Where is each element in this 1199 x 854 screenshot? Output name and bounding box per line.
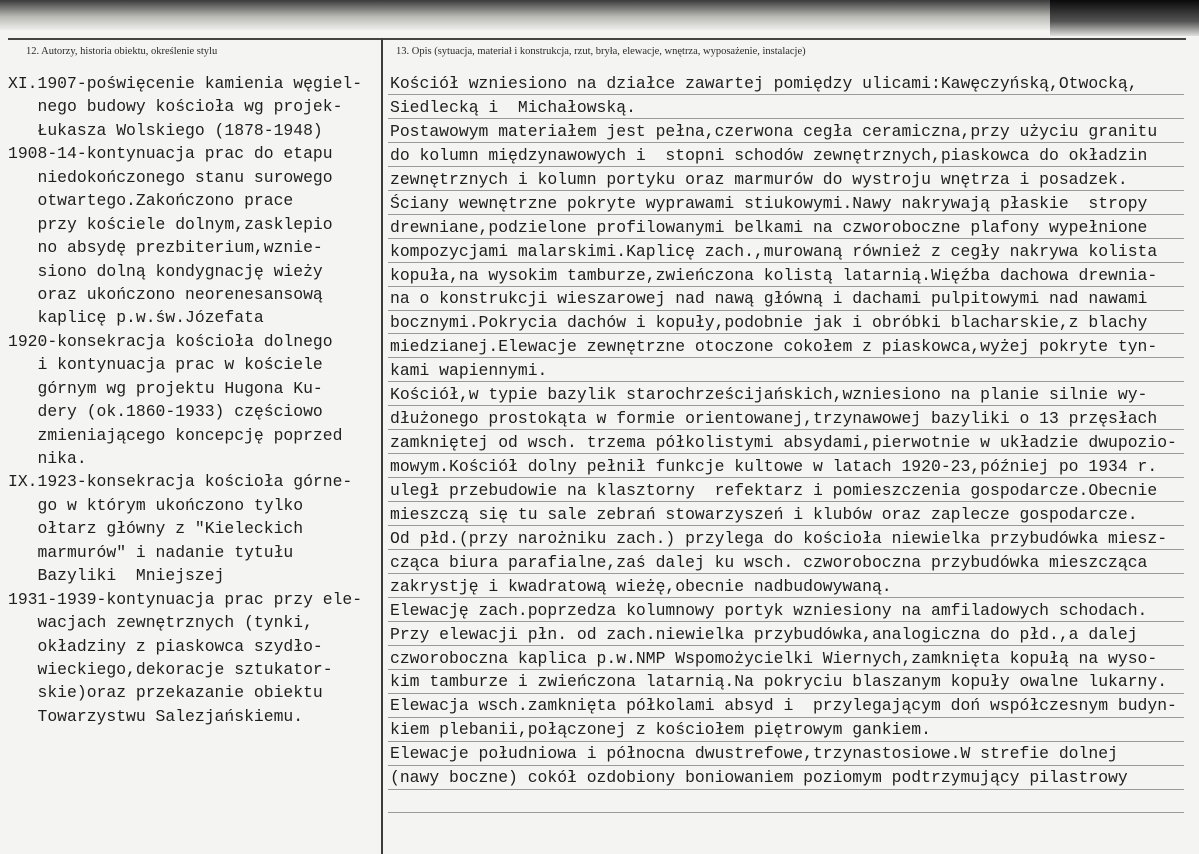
form-ruling-line (388, 573, 1184, 574)
description-line: uległ przebudowie na klasztorny refektarz i pomieszczenia gospodarcze.Obecnie (390, 480, 1158, 500)
history-line: oraz ukończono neorenesansową (8, 284, 323, 304)
description-line: kiem plebanii,połączonej z kościołem piętrowym gankiem. (390, 720, 931, 740)
description-line: Elewacje południowa i północna dwustrefowe,trzynastosiowe.W strefie dolnej (390, 744, 1118, 764)
description-line: zamkniętej od wsch. trzema półkolistymi absydami,pierwotnie w układzie dwupozio- (390, 433, 1177, 453)
form-ruling-line (388, 357, 1184, 358)
history-line: nika. (8, 449, 87, 468)
history-line: wacjach zewnętrznych (tynki, (8, 613, 313, 633)
history-line: górnym wg projektu Hugona Ku- (8, 378, 323, 398)
right-column-header: 13. Opis (sytuacja, materiał i konstrukcja, rzut, bryła, elewacje, wnętrza, wyposażenie, instalacje) (396, 46, 806, 57)
description-line: Postawowym materiałem jest pełna,czerwona cegła ceramiczna,przy użyciu granitu (390, 121, 1158, 141)
form-ruling-line (388, 429, 1184, 430)
history-line: 1931-1939-kontynuacja prac przy ele- (8, 589, 363, 609)
form-ruling-line (388, 549, 1184, 550)
history-line: przy kościele dolnym,zasklepio (8, 214, 333, 234)
history-line: Łukasza Wolskiego (1878-1948) (8, 120, 323, 140)
form-ruling-line (388, 94, 1184, 95)
description-line: zakrystję i kwadratową wieżę,obecnie nadbudowywaną. (390, 576, 892, 596)
history-line: skie)oraz przekazanie obiektu (8, 683, 323, 703)
description-line: zewnętrznych i kolumn portyku oraz marmurów do wystroju wnętrza i posadzek. (390, 169, 1128, 189)
form-ruling-line (388, 166, 1184, 167)
form-ruling-line (388, 190, 1184, 191)
description-column (390, 72, 1177, 790)
description-line: Elewacja wsch.zamknięta półkolami absyd i przylegającym doń współczesnym budyn- (390, 696, 1177, 716)
description-line: cząca biura parafialne,zaś dalej ku wsch. czworoboczna przybudówka mieszcząca (390, 552, 1148, 572)
form-ruling-line (388, 525, 1184, 526)
description-line: na o konstrukcji wieszarowej nad nawą główną i dachami pulpitowymi nad nawami (390, 289, 1148, 309)
left-column-header: 12. Autorzy, historia obiektu, określenie stylu (26, 46, 218, 57)
form-ruling-line (388, 765, 1184, 766)
form-ruling-line (388, 381, 1184, 382)
description-line: Od płd.(przy narożniku zach.) przylega do kościoła niewielka przybudówka miesz- (390, 528, 1168, 548)
description-line: do kolumn międzynawowych i stopni schodów zewnętrznych,piaskowca do okładzin (390, 145, 1148, 165)
form-ruling-line (388, 789, 1184, 790)
form-ruling-line (388, 645, 1184, 646)
description-line: bocznymi.Pokrycia dachów i kopuły,podobnie jak i obróbki blacharskie,z blachy (390, 313, 1148, 333)
form-ruling-line (388, 142, 1184, 143)
form-ruling-line (388, 405, 1184, 406)
scan-top-right-shadow (1050, 0, 1199, 36)
top-border-rule (8, 38, 1186, 40)
history-line: zmieniającego koncepcję poprzed (8, 425, 343, 445)
description-line: (nawy boczne) cokół ozdobiony boniowaniem poziomym podtrzymujący pilastrowy (390, 768, 1128, 788)
history-line: marmurów" i nadanie tytułu (8, 542, 294, 562)
description-line: kami wapiennymi. (390, 361, 548, 381)
column-divider (381, 38, 383, 854)
history-line: ołtarz główny z "Kieleckich (8, 519, 304, 539)
history-line: nego budowy kościoła wg projek- (8, 97, 343, 117)
form-ruling-line (388, 118, 1184, 119)
description-line: kim tamburze i zwieńczona latarnią.Na pokryciu blaszanym kopuły owalne lukarny. (390, 672, 1168, 692)
history-line: okładziny z piaskowca szydło- (8, 636, 323, 656)
history-line: Bazyliki Mniejszej (8, 566, 225, 586)
form-ruling-line (388, 812, 1184, 813)
description-line: miedzianej.Elewacje zewnętrzne otoczone cokołem z piaskowca,wyżej pokryte tyn- (390, 337, 1158, 357)
form-ruling-line (388, 693, 1184, 694)
history-line: siono dolną kondygnację wieży (8, 261, 323, 281)
description-line: Elewację zach.poprzedza kolumnowy portyk wzniesiony na amfiladowych schodach. (390, 600, 1148, 620)
description-line: mowym.Kościół dolny pełnił funkcje kultowe w latach 1920-23,później po 1934 r. (390, 457, 1158, 476)
history-line: go w którym ukończono tylko (8, 495, 304, 515)
description-line: Kościół wzniesiono na działce zawartej pomiędzy ulicami:Kawęczyńską,Otwocką, (390, 74, 1138, 93)
form-ruling-line (388, 669, 1184, 670)
form-ruling-line (388, 621, 1184, 622)
history-line: 1920-konsekracja kościoła dolnego (8, 331, 333, 351)
description-line: czworoboczna kaplica p.w.NMP Wspomożycielki Wiernych,zamknięta kopułą na wyso- (390, 648, 1158, 668)
form-ruling-line (388, 741, 1184, 742)
form-ruling-line (388, 214, 1184, 215)
form-ruling-line (388, 333, 1184, 334)
form-ruling-line (388, 597, 1184, 598)
description-line: dłużonego prostokąta w formie orientowanej,trzynawowej bazyliki o 13 przęsłach (390, 409, 1158, 429)
description-line: Przy elewacji płn. od zach.niewielka przybudówka,analogiczna do płd.,a dalej (390, 624, 1138, 644)
description-line: Kościół,w typie bazylik starochrześcijańskich,wzniesiono na planie silnie wy- (390, 385, 1148, 405)
history-line: kaplicę p.w.św.Józefata (8, 308, 264, 328)
history-line: otwartego.Zakończono prace (8, 191, 294, 211)
form-ruling-line (388, 501, 1184, 502)
description-line: kompozycjami malarskimi.Kaplicę zach.,murowaną również z cegły nakrywa kolista (390, 241, 1158, 261)
description-line: Siedlecką i Michałowską. (390, 97, 636, 117)
history-column (8, 72, 362, 728)
form-ruling-line (388, 477, 1184, 478)
description-line: Ściany wewnętrzne pokryte wyprawami stiukowymi.Nawy nakrywają płaskie stropy (390, 193, 1148, 213)
history-line: 1908-14-kontynuacja prac do etapu (8, 144, 333, 164)
form-ruling-line (388, 286, 1184, 287)
form-ruling-line (388, 717, 1184, 718)
description-line: mieszczą się tu sale zebrań stowarzyszeń i klubów oraz zaplecze gospodarcze. (390, 504, 1138, 524)
form-ruling-line (388, 310, 1184, 311)
scan-top-edge-shadow (0, 0, 1199, 30)
history-line: wieckiego,dekoracje sztukator- (8, 659, 333, 679)
history-line: i kontynuacja prac w kościele (8, 355, 323, 375)
history-line: XI.1907-poświęcenie kamienia węgiel- (8, 74, 363, 93)
history-line: dery (ok.1860-1933) częściowo (8, 402, 323, 422)
description-line: kopuła,na wysokim tamburze,zwieńczona kolistą latarnią.Więźba dachowa drewnia- (390, 265, 1158, 285)
form-ruling-line (388, 453, 1184, 454)
history-line: IX.1923-konsekracja kościoła górne- (8, 472, 353, 492)
history-line: no absydę prezbiterium,wznie- (8, 238, 323, 258)
description-line: drewniane,podzielone profilowanymi belkami na czworoboczne plafony wypełnione (390, 217, 1148, 237)
history-line: niedokończonego stanu surowego (8, 167, 333, 187)
history-line: Towarzystwu Salezjańskiemu. (8, 706, 304, 726)
form-ruling-line (388, 238, 1184, 239)
form-ruling-line (388, 262, 1184, 263)
